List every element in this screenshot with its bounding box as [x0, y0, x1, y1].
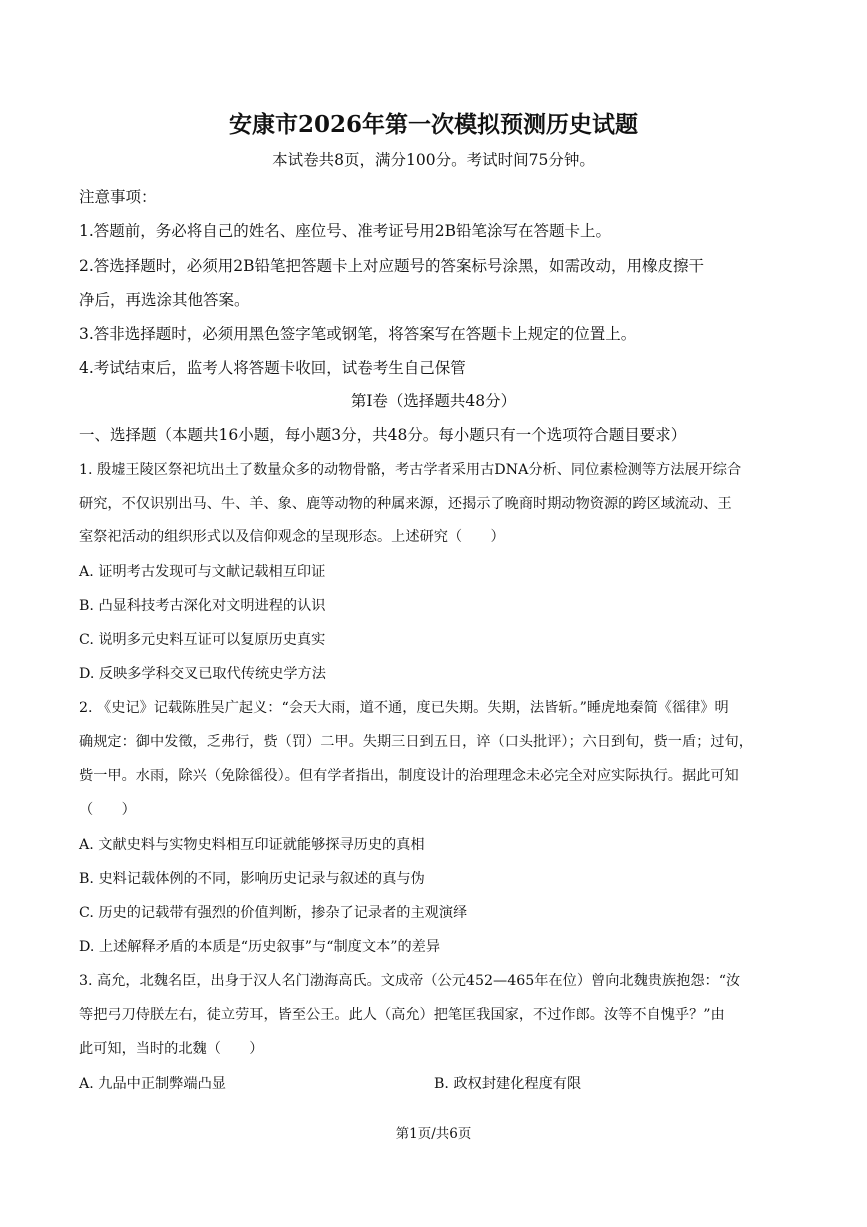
notice-item: 4.考试结束后，监考人将答题卡收回，试卷考生自己保管 — [79, 359, 466, 377]
section-instruction: 一、选择题（本题共16小题，每小题3分，共48分。每小题只有一个选项符合题目要求） — [79, 426, 687, 444]
exam-subtitle: 本试卷共8页，满分100分。考试时间75分钟。 — [272, 151, 595, 169]
question-stem-line: 室祭祀活动的组织形式以及信仰观念的呈现形态。上述研究（ ） — [79, 529, 505, 545]
exam-title: 安康市2026年第一次模拟预测历史试题 — [228, 111, 638, 138]
question-option: D. 反映多学科交叉已取代传统史学方法 — [79, 666, 326, 682]
question-stem-line: 赀一甲。水雨，除兴（免除徭役）。但有学者指出，制度设计的治理理念未必完全对应实际执行。据此可知 — [79, 768, 739, 784]
notice-item: 净后，再选涂其他答案。 — [79, 291, 250, 309]
question-stem-line: （ ） — [79, 802, 136, 818]
part-title: 第Ⅰ卷（选择题共48分） — [350, 392, 517, 410]
question-option: C. 说明多元史料互证可以复原历史真实 — [79, 632, 326, 648]
question-option: A. 证明考古发现可与文献记载相互印证 — [79, 564, 326, 580]
question-stem-line: 研究，不仅识别出马、牛、羊、象、鹿等动物的种属来源，还揭示了晚商时期动物资源的跨区域流动、王 — [79, 496, 732, 512]
question-stem-line: 2. 《史记》记载陈胜吴广起义：“会天大雨，道不通，度已失期。失期，法皆斩。”睡虎地秦简《徭律》明 — [79, 700, 729, 716]
notice-heading: 注意事项： — [79, 188, 157, 206]
question-stem-line: 等把弓刀侍朕左右，徒立劳耳，皆至公王。此人（高允）把笔匡我国家，不过作郎。汝等不自愧乎？”由 — [79, 1007, 725, 1023]
question-option: B. 政权封建化程度有限 — [434, 1076, 582, 1092]
question-option: D. 上述解释矛盾的本质是“历史叙事”与“制度文本”的差异 — [79, 939, 441, 955]
question-stem-line: 此可知，当时的北魏（ ） — [79, 1041, 264, 1057]
question-stem-line: 确规定：御中发徵，乏弗行，赀（罚）二甲。失期三日到五日，谇（口头批评）；六日到旬，赀一盾；过旬， — [79, 734, 753, 750]
question-option: B. 史料记载体例的不同，影响历史记录与叙述的真与伪 — [79, 871, 425, 887]
question-option: B. 凸显科技考古深化对文明进程的认识 — [79, 598, 326, 614]
notice-item: 2.答选择题时，必须用2B铅笔把答题卡上对应题号的答案标号涂黑，如需改动，用橡皮擦干 — [79, 257, 705, 275]
question-stem-line: 1. 殷墟王陵区祭祀坑出土了数量众多的动物骨骼，考古学者采用古DNA分析、同位素检测等方法展开综合 — [79, 462, 742, 478]
question-option: A. 文献史料与实物史料相互印证就能够探寻历史的真相 — [79, 837, 425, 853]
page-number: 第1页/共6页 — [395, 1126, 472, 1142]
notice-item: 3.答非选择题时，必须用黑色签字笔或钢笔，将答案写在答题卡上规定的位置上。 — [79, 325, 637, 343]
question-stem-line: 3. 高允，北魏名臣，出身于汉人名门渤海高氏。文成帝（公元452—465年在位）曾向北魏贵族抱怨：“汝 — [79, 973, 741, 989]
question-option: C. 历史的记载带有强烈的价值判断，掺杂了记录者的主观演绎 — [79, 905, 468, 921]
notice-item: 1.答题前，务必将自己的姓名、座位号、准考证号用2B铅笔涂写在答题卡上。 — [79, 222, 612, 240]
question-option: A. 九品中正制弊端凸显 — [79, 1076, 226, 1092]
